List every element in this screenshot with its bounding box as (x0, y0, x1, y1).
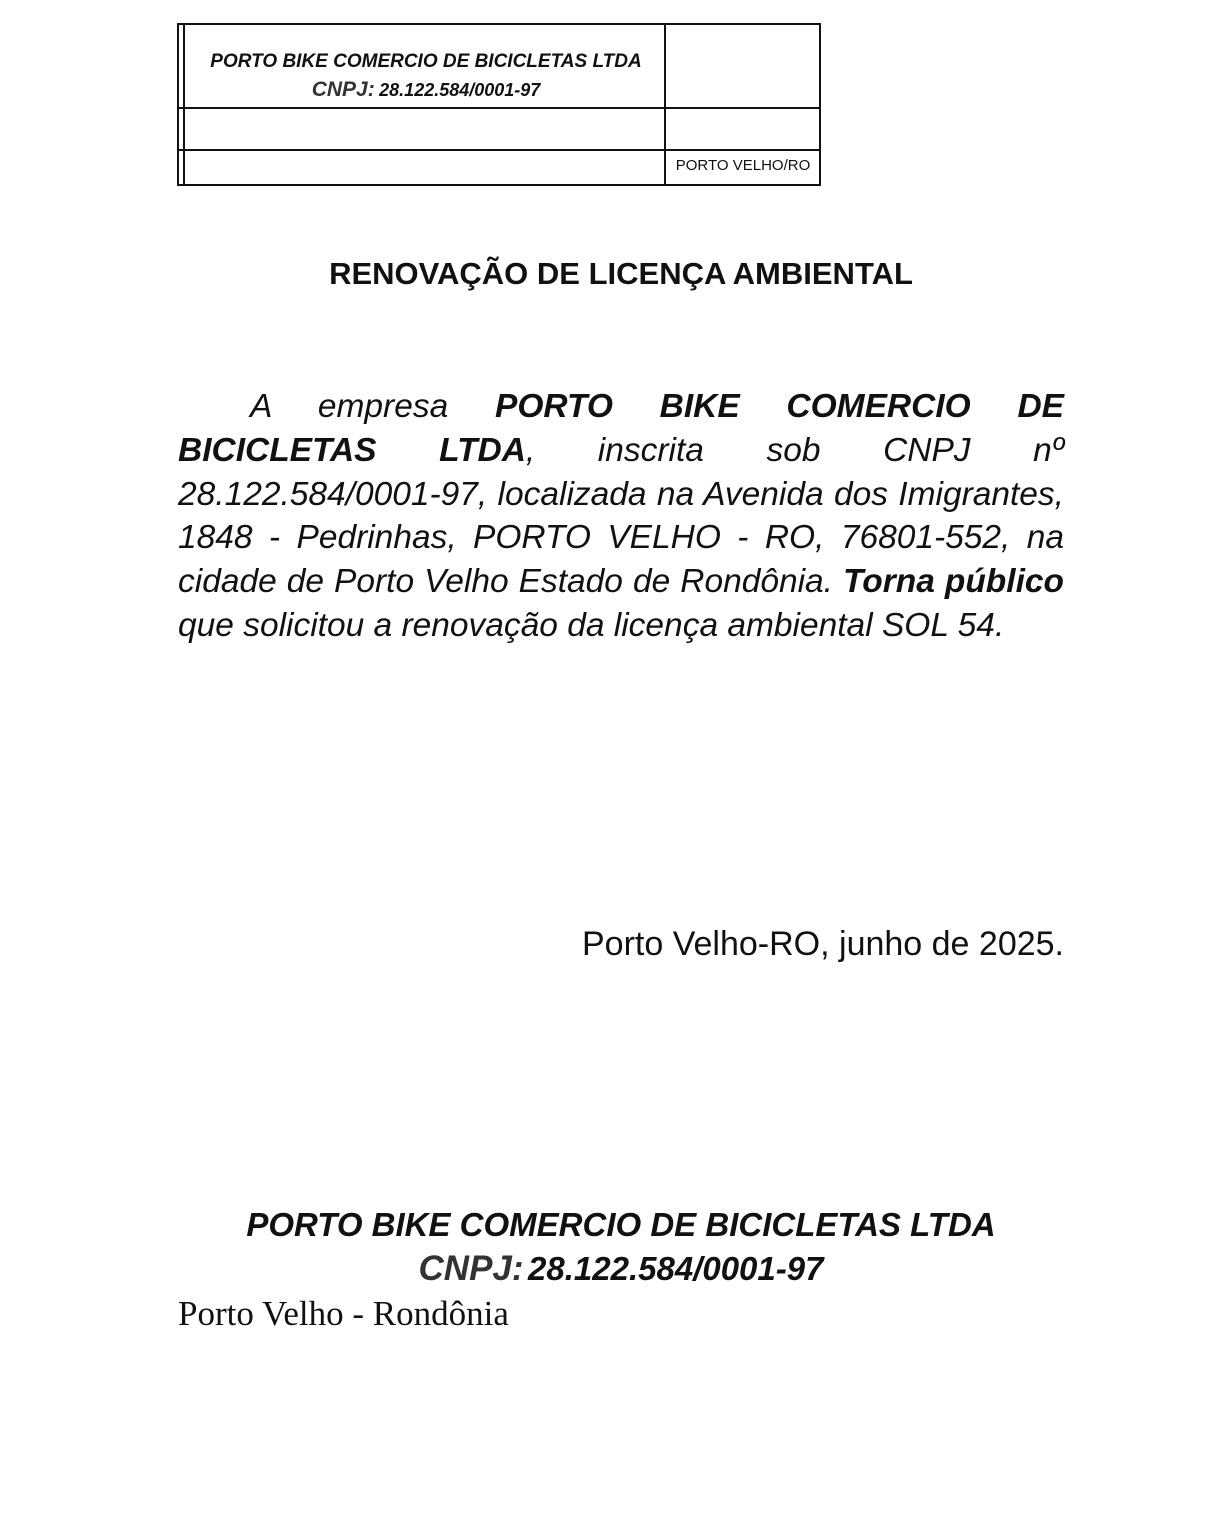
header-table-left-double-line (183, 23, 185, 186)
header-cnpj-number: 28.122.584/0001-97 (379, 80, 541, 100)
body-intro: A empresa (250, 388, 495, 425)
footer-city: Porto Velho - Rondônia (178, 1294, 509, 1333)
footer-cnpj-number: 28.122.584/0001-97 (528, 1250, 824, 1287)
header-cnpj-label: CNPJ: (311, 78, 375, 101)
header-cnpj (187, 78, 665, 102)
header-company-name: PORTO BIKE COMERCIO DE BICICLETAS LTDA (210, 51, 642, 72)
header-table-row-divider-2 (177, 149, 821, 151)
footer-cnpj (0, 1249, 1214, 1289)
body-text-2: que solicitou a renovação da licença ambiental SOL 54. (178, 606, 1005, 644)
body-paragraph (178, 385, 1064, 648)
header-table (177, 23, 821, 186)
date-line: Porto Velho-RO, junho de 2025. (582, 925, 1064, 963)
footer-cnpj-label: CNPJ: (418, 1249, 524, 1288)
header-table-column-divider (664, 23, 666, 186)
header-city: PORTO VELHO/RO (675, 157, 811, 174)
body-company-name: PORTO BIKE COMERCIO DE BICICLETAS LTDA (178, 388, 1064, 469)
header-table-row-divider-1 (177, 107, 821, 109)
footer-company-name: PORTO BIKE COMERCIO DE BICICLETAS LTDA (246, 1206, 996, 1243)
body-emphasis: Torna público (843, 563, 1064, 601)
document-title: RENOVAÇÃO DE LICENÇA AMBIENTAL (329, 256, 913, 291)
body-text-1: , inscrita sob CNPJ nº 28.122.584/0001-97, localizada na Avenida dos Imigrantes, 1848 - Pedrinhas, PORTO VELHO - RO, 76801-552, na cidade de Porto Velho Estado de Rondônia. (178, 431, 1064, 601)
